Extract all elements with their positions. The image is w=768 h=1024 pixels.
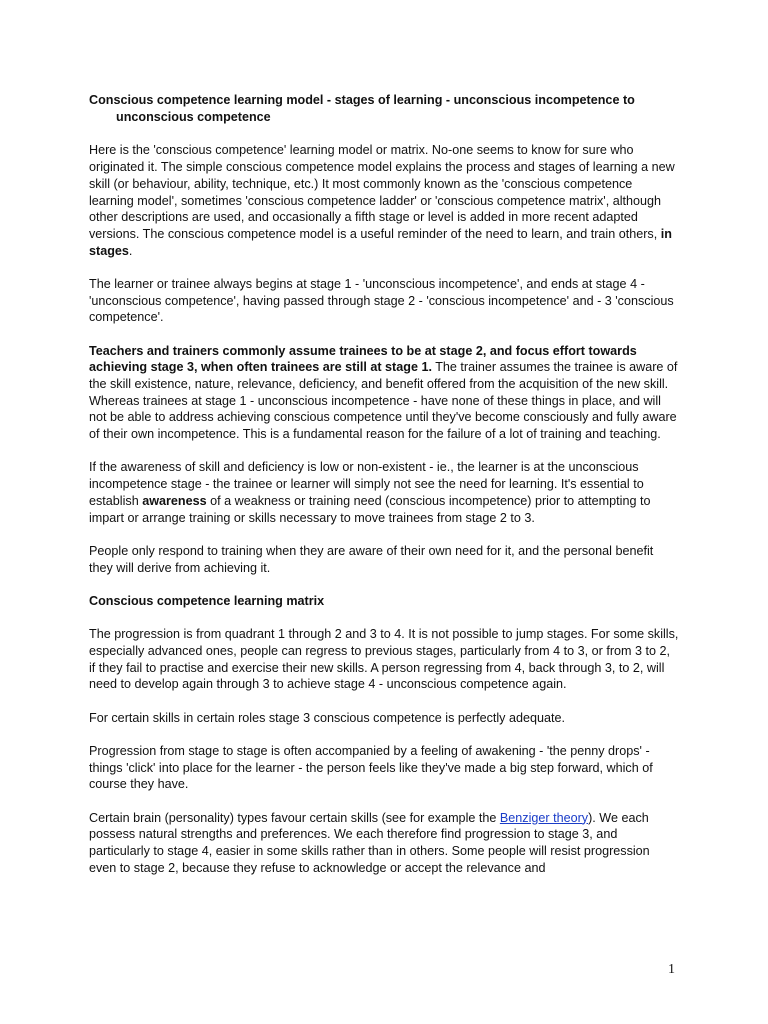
paragraph-brain-types [89,810,679,877]
paragraph-awareness-after: of a weakness or training need (conscious incompetence) prior to attempting to impart or arrange training or skills necessary to move trainees from stage 2 to 3. [89,493,651,525]
paragraph-brain-before: Certain brain (personality) types favour certain skills (see for example the [89,810,500,825]
paragraph-awareness-bold: awareness [142,493,207,508]
document-title: Conscious competence learning model - stages of learning - unconscious incompetence to unconscious competence [89,93,635,124]
paragraph-awakening: Progression from stage to stage is often accompanied by a feeling of awakening - 'the penny drops' - things 'click' into place for the learner - the person feels like they've made a big step forward, which of course they have. [89,743,653,792]
paragraph-awareness [89,459,679,526]
paragraph-stages: The learner or trainee always begins at stage 1 - 'unconscious incompetence', and ends at stage 4 - 'unconscious competence', having passed through stage 2 - 'conscious incompetence' and - 3 'conscious competence'. [89,276,674,325]
paragraph-intro-bold: in stages [89,226,672,258]
paragraph-stage3: For certain skills in certain roles stage 3 conscious competence is perfectly adequate. [89,710,565,725]
paragraph-teachers-text: The trainer assumes the trainee is aware of the skill existence, nature, relevance, deficiency, and benefit offered from the acquisition of the new skill. Whereas trainees at stage 1 - unconscious incompetence - have none of these things in place, and will not be able to address achieving conscious competence until they've become consciously and fully aware of their own incompetence. This is a fundamental reason for the failure of a lot of training and teaching. [89,360,678,442]
page-number: 1 [668,962,675,977]
paragraph-teachers [89,343,679,443]
paragraph-intro-text: Here is the 'conscious competence' learning model or matrix. No-one seems to know for sure who originated it. The simple conscious competence model explains the process and stages of learning a new skill (or behaviour, ability, technique, etc.) It most commonly known as the 'conscious competence learning model', sometimes 'conscious competence ladder' or 'conscious competence matrix', although other descriptions are used, and occasionally a fifth stage or level is added in more recent adapted versions. The conscious competence model is a useful reminder of the need to learn, and train others, [89,143,675,241]
document-page [89,92,679,893]
section-heading-matrix: Conscious competence learning matrix [89,593,325,608]
paragraph-progression: The progression is from quadrant 1 through 2 and 3 to 4. It is not possible to jump stages. For some skills, especially advanced ones, people can regress to previous stages, particularly from 4 to 3, or from 3 to 2, if they fail to practise and exercise their new skills. A person regressing from 4, back through 3, to 2, will need to develop again through 3 to achieve stage 4 - unconscious competence again. [89,627,679,692]
paragraph-teachers-bold: Teachers and trainers commonly assume trainees to be at stage 2, and focus effort towards achieving stage 3, when often trainees are still at stage 1. [89,343,637,375]
paragraph-intro-end: . [128,243,133,258]
paragraph-respond: People only respond to training when they are aware of their own need for it, and the personal benefit they will derive from achieving it. [89,543,654,575]
benziger-theory-link[interactable]: Benziger theory [499,810,589,825]
paragraph-awareness-before: If the awareness of skill and deficiency is low or non-existent - ie., the learner is at the unconscious incompetence stage - the trainee or learner will simply not see the need for learning. It's essential to establish [89,460,644,508]
paragraph-brain-after: ). We each possess natural strengths and preferences. We each therefore find progression to stage 3, and particularly to stage 4, easier in some skills rather than in others. Some people will resist progression even to stage 2, because they refuse to acknowledge or accept the relevance and [89,810,650,875]
paragraph-intro [89,142,679,259]
